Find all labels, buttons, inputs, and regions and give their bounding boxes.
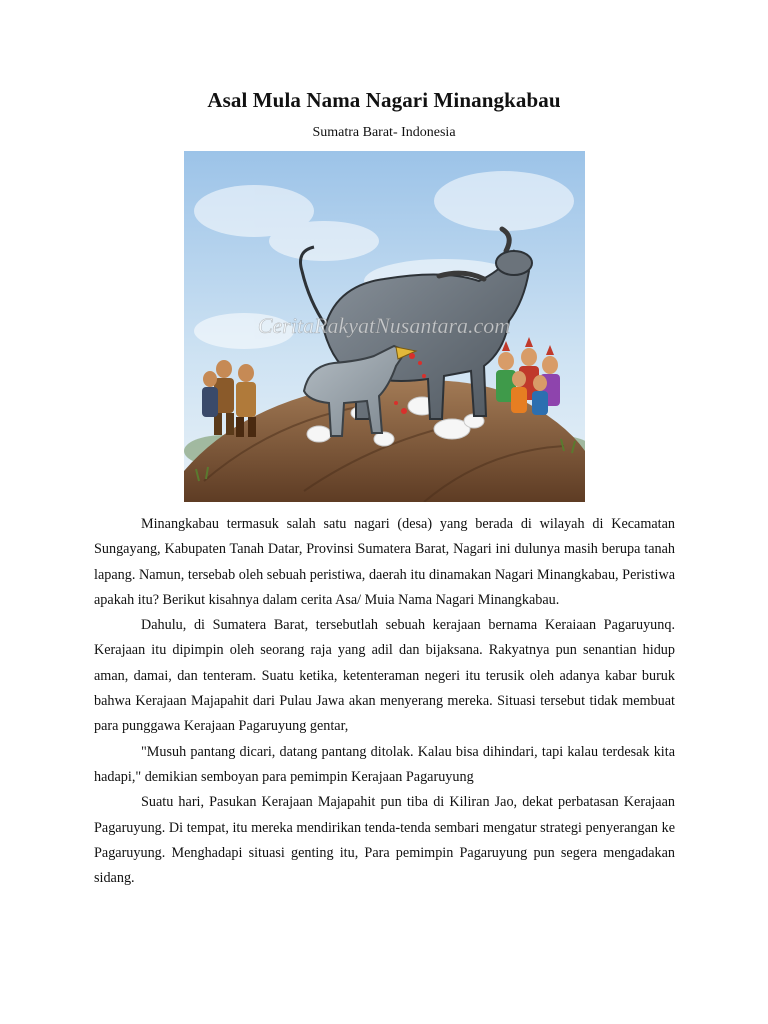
paragraph-1: Minangkabau termasuk salah satu nagari (desa) yang berada di wilayah di Kecamatan Sungayang, Kabupaten Tanah Datar, Provinsi Sumatera Barat, Nagari ini dulunya masih berupa tanah lapang. Namun, tersebab oleh sebuah peristiwa, daerah itu dinamakan Nagari Minangkabau, Peristiwa apakah itu? Berikut kisahnya dalam cerita Asa/ Muia Nama Nagari Minangkabau. [94, 516, 675, 608]
document-subtitle: Sumatra Barat- Indonesia [312, 125, 456, 140]
story-illustration [184, 151, 585, 502]
illustration-watermark: CeritaRakyatNusantara.com [257, 313, 511, 338]
paragraph-3: "Musuh pantang dicari, datang pantang ditolak. Kalau bisa dihindari, tapi kalau terdesak kita hadapi," demikian semboyan para pemimpin Kerajaan Pagaruyung [94, 743, 675, 785]
document-title: Asal Mula Nama Nagari Minangkabau [207, 88, 561, 112]
story-body [94, 512, 675, 891]
paragraph-2: Dahulu, di Sumatera Barat, tersebutlah sebuah kerajaan bernama Keraiaan Pagaruyunq. Kerajaan itu dipimpin oleh seorang raja yang adil dan bijaksana. Rakyatnya pun senantian hidup aman, damai, dan tenteram. Suatu ketika, ketenteraman negeri itu terusik oleh adanya kabar buruk bahwa Kerajaan Majapahit dari Pulau Jawa akan menyerang mereka. Situasi tersebut tidak membuat para punggawa Kerajaan Pagaruyung gentar, [94, 617, 675, 735]
paragraph-4: Suatu hari, Pasukan Kerajaan Majapahit pun tiba di Kiliran Jao, dekat perbatasan Kerajaan Pagaruyung. Di tempat, itu mereka mendirikan tenda-tenda sembari mengatur strategi penyerangan ke Pagaruyung. Menghadapi situasi genting itu, Para pemimpin Pagaruyung pun segera mengadakan sidang. [94, 794, 675, 887]
